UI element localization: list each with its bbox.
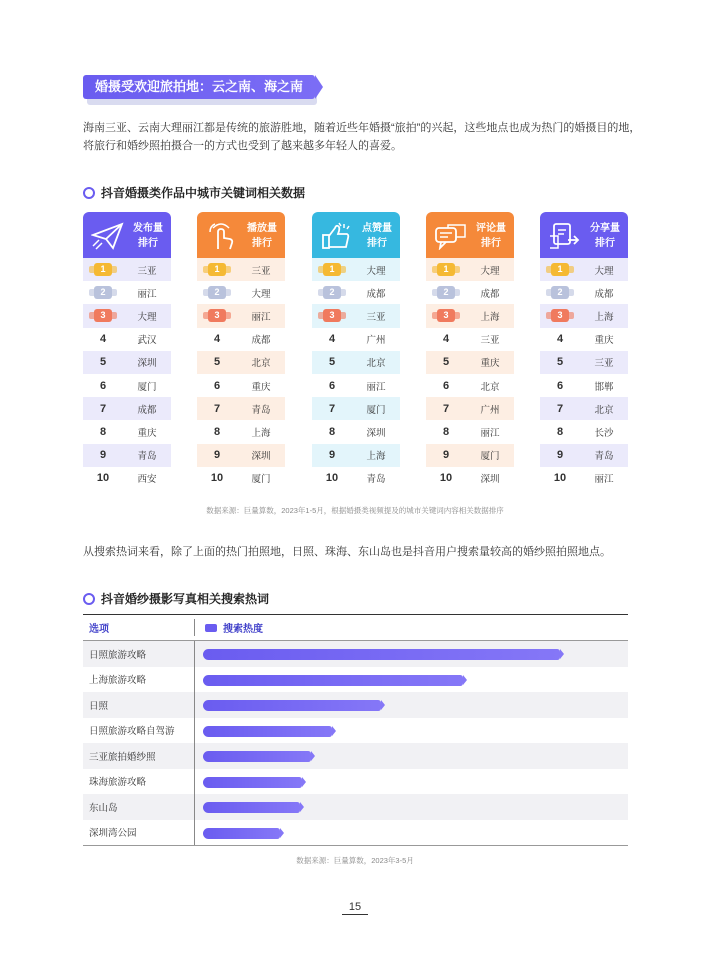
- rank-number: 9: [442, 449, 450, 462]
- heat-bar: [203, 751, 311, 762]
- rank-city: 青岛: [594, 451, 614, 463]
- row-bar-cell: [194, 718, 628, 744]
- ranking-column-header: [426, 212, 514, 258]
- section-banner: 婚摄受欢迎旅拍地：云之南、海之南: [83, 75, 315, 99]
- rank-city: 丽江: [137, 288, 157, 300]
- ranking-row: [312, 444, 400, 467]
- rank-city: 重庆: [594, 335, 614, 347]
- row-bar-cell: [194, 743, 628, 769]
- rank-city: 深圳: [251, 451, 271, 463]
- rank-city: 重庆: [480, 358, 500, 370]
- rank-number: 10: [553, 472, 567, 485]
- heat-bar: [203, 726, 332, 737]
- rank-city: 三亚: [480, 335, 500, 347]
- rank-city: 北京: [480, 381, 500, 393]
- row-label: 东山岛: [89, 802, 118, 814]
- rank-city: 大理: [137, 311, 157, 323]
- rank-city: 丽江: [594, 474, 614, 486]
- ring-bullet-icon: [83, 593, 95, 605]
- ranking-row: [312, 304, 400, 327]
- ranking-column-title: 分享量 排行: [590, 223, 620, 249]
- rank-number: 8: [213, 425, 221, 438]
- ranking-row: [540, 467, 628, 490]
- ranking-row: [83, 374, 171, 397]
- rank-medal: [540, 263, 580, 276]
- table-row: [83, 820, 628, 846]
- ranking-row: [426, 328, 514, 351]
- rank-medal: [540, 309, 580, 322]
- rank-number: 6: [328, 379, 336, 392]
- medal-icon: 1: [208, 263, 226, 276]
- ranking-row: [197, 374, 285, 397]
- ranking-row: [83, 397, 171, 420]
- ranking-row: [197, 304, 285, 327]
- medal-icon: 2: [94, 286, 112, 299]
- rank-medal: [426, 286, 466, 299]
- rank-medal: [426, 263, 466, 276]
- rank-number: 7: [213, 402, 221, 415]
- rank-number: 5: [328, 356, 336, 369]
- ranking-column-title: 点赞量 排行: [362, 223, 392, 249]
- rank-city: 重庆: [251, 381, 271, 393]
- ranking-row: [540, 328, 628, 351]
- medal-icon: 1: [94, 263, 112, 276]
- row-bar-cell: [194, 667, 628, 693]
- rank-number: 10: [210, 472, 224, 485]
- rank-city: 邯郸: [594, 381, 614, 393]
- rank-city: 厦门: [480, 451, 500, 463]
- medal-icon: 3: [437, 309, 455, 322]
- rank-city: 西安: [137, 474, 157, 486]
- ring-bullet-icon: [83, 187, 95, 199]
- medal-icon: 3: [208, 309, 226, 322]
- rank-city: 大理: [594, 265, 614, 277]
- ranking-column: [83, 212, 171, 490]
- rank-city: 成都: [594, 288, 614, 300]
- medal-icon: 3: [94, 309, 112, 322]
- medal-icon: 3: [323, 309, 341, 322]
- rank-number: 8: [328, 425, 336, 438]
- rank-number: 5: [556, 356, 564, 369]
- rank-city: 成都: [251, 335, 271, 347]
- rank-medal: [83, 309, 123, 322]
- section2-title-text: 抖音婚纱摄影写真相关搜索热词: [101, 592, 270, 606]
- heat-bar: [203, 675, 463, 686]
- rank-city: 重庆: [137, 427, 157, 439]
- row-label: 三亚旅拍婚纱照: [89, 751, 156, 763]
- row-bar-cell: [194, 820, 628, 846]
- medal-icon: 2: [437, 286, 455, 299]
- table-row: [83, 667, 628, 693]
- ranking-row: [312, 420, 400, 443]
- rank-city: 厦门: [251, 474, 271, 486]
- rank-number: 8: [99, 425, 107, 438]
- intro-paragraph: 海南三亚、云南大理丽江都是传统的旅游胜地，随着近些年婚摄“旅拍”的兴起，这些地点也成为热门的婚摄目的地，将旅行和婚纱照拍摄合一的方式也受到了越来越多年轻人的喜爱。: [83, 122, 641, 152]
- rank-number: 4: [213, 333, 221, 346]
- rank-city: 青岛: [366, 474, 386, 486]
- ranking-row: [540, 281, 628, 304]
- rank-medal: [197, 309, 237, 322]
- table-row: [83, 641, 628, 667]
- row-label: 深圳湾公园: [89, 828, 137, 840]
- ranking-row: [426, 397, 514, 420]
- rank-city: 大理: [251, 288, 271, 300]
- rank-city: 成都: [137, 404, 157, 416]
- rank-city: 北京: [366, 358, 386, 370]
- row-bar-cell: [194, 769, 628, 795]
- rank-number: 4: [442, 333, 450, 346]
- section1-title-text: 抖音婚摄类作品中城市关键词相关数据: [101, 186, 306, 200]
- rank-medal: [197, 263, 237, 276]
- heat-bar: [203, 828, 280, 839]
- rank-number: 4: [328, 333, 336, 346]
- ranking-columns: [83, 212, 629, 492]
- table-row: [83, 718, 628, 744]
- rank-number: 5: [213, 356, 221, 369]
- header-heat-label: 搜索热度: [223, 624, 263, 635]
- ranking-row: [197, 351, 285, 374]
- row-label: 日照旅游攻略自驾游: [89, 726, 175, 738]
- table-header: [83, 614, 628, 641]
- ranking-column-title: 发布量 排行: [133, 223, 163, 249]
- ranking-row: [83, 258, 171, 281]
- rank-number: 9: [556, 449, 564, 462]
- ranking-column: [540, 212, 628, 490]
- rank-number: 6: [99, 379, 107, 392]
- medal-icon: 1: [551, 263, 569, 276]
- ranking-row: [540, 374, 628, 397]
- ranking-row: [312, 467, 400, 490]
- medal-icon: 2: [323, 286, 341, 299]
- ranking-column: [426, 212, 514, 490]
- heat-bar: [203, 777, 302, 788]
- ranking-column-header: [312, 212, 400, 258]
- ranking-column-title: 播放量 排行: [247, 223, 277, 249]
- rank-number: 6: [556, 379, 564, 392]
- heat-bar: [203, 649, 560, 660]
- rank-city: 上海: [366, 451, 386, 463]
- rank-medal: [83, 286, 123, 299]
- ranking-row: [540, 420, 628, 443]
- rank-city: 大理: [366, 265, 386, 277]
- ranking-row: [197, 328, 285, 351]
- rank-city: 深圳: [480, 474, 500, 486]
- section2-title: [83, 590, 269, 607]
- ranking-row: [426, 374, 514, 397]
- rank-city: 上海: [594, 311, 614, 323]
- ranking-row: [312, 328, 400, 351]
- rank-city: 青岛: [137, 451, 157, 463]
- ranking-row: [426, 304, 514, 327]
- heat-bar: [203, 802, 300, 813]
- rank-city: 丽江: [366, 381, 386, 393]
- ranking-row: [312, 351, 400, 374]
- ranking-column: [312, 212, 400, 490]
- rank-city: 上海: [251, 427, 271, 439]
- ranking-row: [312, 258, 400, 281]
- rank-city: 成都: [480, 288, 500, 300]
- heat-bar: [203, 700, 381, 711]
- rank-city: 上海: [480, 311, 500, 323]
- ranking-row: [83, 328, 171, 351]
- ranking-row: [83, 444, 171, 467]
- row-label: 日照旅游攻略: [89, 649, 147, 661]
- rank-city: 深圳: [137, 358, 157, 370]
- rank-city: 三亚: [594, 358, 614, 370]
- rank-city: 三亚: [137, 265, 157, 277]
- ranking-row: [426, 444, 514, 467]
- ranking-row: [83, 467, 171, 490]
- rank-city: 大理: [480, 265, 500, 277]
- rank-number: 7: [328, 402, 336, 415]
- ranking-row: [197, 258, 285, 281]
- ranking-row: [426, 467, 514, 490]
- rank-medal: [312, 286, 352, 299]
- rank-city: 长沙: [594, 427, 614, 439]
- table-row: [83, 769, 628, 795]
- ranking-column: [197, 212, 285, 490]
- ranking-row: [540, 258, 628, 281]
- rank-city: 厦门: [137, 381, 157, 393]
- ranking-row: [540, 444, 628, 467]
- rank-city: 北京: [251, 358, 271, 370]
- rank-number: 10: [325, 472, 339, 485]
- source-note-1: 数据来源：巨量算数，2023年1-5月，根据婚摄类视频提及的城市关键词内容相关数据排序: [206, 506, 504, 515]
- medal-icon: 1: [437, 263, 455, 276]
- rank-medal: [312, 263, 352, 276]
- rank-medal: [83, 263, 123, 276]
- rank-city: 武汉: [137, 335, 157, 347]
- rank-city: 深圳: [366, 427, 386, 439]
- row-bar-cell: [194, 692, 628, 718]
- ranking-row: [83, 351, 171, 374]
- rank-city: 北京: [594, 404, 614, 416]
- row-bar-cell: [194, 641, 628, 667]
- ranking-row: [197, 420, 285, 443]
- table-row: [83, 794, 628, 820]
- rank-city: 广州: [480, 404, 500, 416]
- rank-number: 8: [556, 425, 564, 438]
- medal-icon: 1: [323, 263, 341, 276]
- section1-title: [83, 184, 305, 201]
- table-body: [83, 641, 628, 846]
- rank-number: 10: [439, 472, 453, 485]
- rank-city: 广州: [366, 335, 386, 347]
- ranking-column-header: [83, 212, 171, 258]
- rank-city: 丽江: [480, 427, 500, 439]
- rank-number: 7: [556, 402, 564, 415]
- medal-icon: 2: [551, 286, 569, 299]
- ranking-row: [312, 281, 400, 304]
- rank-number: 9: [328, 449, 336, 462]
- ranking-row: [312, 374, 400, 397]
- rank-number: 9: [99, 449, 107, 462]
- ranking-row: [540, 304, 628, 327]
- table-row: [83, 743, 628, 769]
- rank-city: 三亚: [366, 311, 386, 323]
- rank-medal: [540, 286, 580, 299]
- ranking-row: [540, 351, 628, 374]
- table-row: [83, 692, 628, 718]
- medal-icon: 3: [551, 309, 569, 322]
- rank-number: 5: [442, 356, 450, 369]
- ranking-row: [197, 281, 285, 304]
- rank-number: 5: [99, 356, 107, 369]
- rank-number: 9: [213, 449, 221, 462]
- rank-city: 丽江: [251, 311, 271, 323]
- ranking-row: [197, 397, 285, 420]
- ranking-row: [426, 281, 514, 304]
- ranking-row: [83, 304, 171, 327]
- rank-number: 6: [442, 379, 450, 392]
- ranking-row: [426, 258, 514, 281]
- header-option: 选项: [89, 624, 109, 635]
- ranking-row: [197, 444, 285, 467]
- rank-number: 7: [99, 402, 107, 415]
- rank-medal: [312, 309, 352, 322]
- search-hotword-table: [83, 614, 628, 846]
- ranking-row: [540, 397, 628, 420]
- row-label: 上海旅游攻略: [89, 675, 147, 687]
- rank-number: 8: [442, 425, 450, 438]
- rank-city: 成都: [366, 288, 386, 300]
- ranking-column-title: 评论量 排行: [476, 223, 506, 249]
- rank-number: 4: [556, 333, 564, 346]
- page-number: 15: [342, 901, 368, 915]
- rank-number: 6: [213, 379, 221, 392]
- medal-icon: 2: [208, 286, 226, 299]
- header-heat: [194, 619, 628, 636]
- rank-city: 厦门: [366, 404, 386, 416]
- ranking-row: [312, 397, 400, 420]
- ranking-column-header: [197, 212, 285, 258]
- source-note-2: 数据来源：巨量算数，2023年3-5月: [296, 856, 414, 865]
- rank-number: 7: [442, 402, 450, 415]
- rank-number: 10: [96, 472, 110, 485]
- rank-number: 4: [99, 333, 107, 346]
- ranking-row: [83, 420, 171, 443]
- legend-swatch: [205, 624, 217, 632]
- row-label: 珠海旅游攻略: [89, 777, 147, 789]
- ranking-column-header: [540, 212, 628, 258]
- search-paragraph: 从搜索热词来看，除了上面的热门拍照地，日照、珠海、东山岛也是抖音用户搜索量较高的婚纱照拍照地点。: [83, 546, 611, 558]
- rank-medal: [197, 286, 237, 299]
- rank-city: 青岛: [251, 404, 271, 416]
- ranking-row: [426, 420, 514, 443]
- ranking-row: [426, 351, 514, 374]
- ranking-row: [83, 281, 171, 304]
- ranking-row: [197, 467, 285, 490]
- rank-city: 三亚: [251, 265, 271, 277]
- row-bar-cell: [194, 794, 628, 820]
- rank-medal: [426, 309, 466, 322]
- row-label: 日照: [89, 700, 109, 712]
